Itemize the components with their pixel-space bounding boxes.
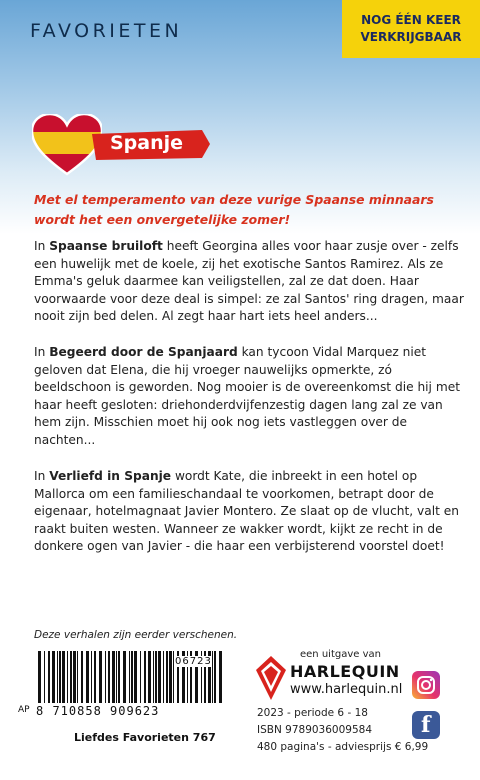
publisher-line: een uitgave van xyxy=(300,649,381,660)
harlequin-logo-icon xyxy=(256,656,286,700)
publisher-url[interactable]: www.harlequin.nl xyxy=(290,682,403,697)
barcode-bar xyxy=(166,651,168,703)
barcode-bar xyxy=(38,651,41,703)
promo-line-2: VERKRIJGBAAR xyxy=(360,30,462,44)
story-prefix: In xyxy=(34,239,50,253)
barcode-bar xyxy=(44,651,45,703)
barcode-bar xyxy=(108,651,110,703)
barcode-bar xyxy=(48,651,50,703)
barcode-digits: 8 710858 909623 xyxy=(36,704,160,718)
barcode-bar xyxy=(153,651,154,703)
barcode-bar xyxy=(70,651,72,703)
barcode-bar xyxy=(214,651,216,703)
barcode-bar xyxy=(94,651,96,703)
pages-price: 480 pagina's - adviesprijs € 6,99 xyxy=(257,741,429,753)
barcode-bar xyxy=(86,651,89,703)
publisher-name: HARLEQUIN xyxy=(290,662,400,681)
barcode-bar xyxy=(77,651,78,703)
barcode-bar xyxy=(140,651,141,703)
promo-badge xyxy=(342,0,480,58)
facebook-icon[interactable] xyxy=(412,711,440,739)
instagram-icon[interactable] xyxy=(412,671,440,699)
facebook-letter: f xyxy=(421,712,431,738)
barcode-bar xyxy=(73,651,76,703)
story-blurb xyxy=(34,344,466,449)
disclaimer: Deze verhalen zijn eerder verschenen. xyxy=(34,629,238,641)
story-text: wordt Kate, die inbreekt in een hotel op Mallorca om een familieschandaal te voorkomen, betrapt door de eigenaar, hotelmagnaat Javier Montero. Ze slaat op de vlucht, valt en raakt buiten westen. Wanneer ze wakker wordt, kijkt ze recht in de donkere ogen van Javier - die haar een verbijsterend voorstel doet! xyxy=(34,469,459,553)
story-text: heeft Georgina alles voor haar zusje over - zelfs een huwelijk met de koele, zij het exotische Santos Ramirez. Als ze Emma's geluk daarmee kan veiligstellen, zal ze dat doen. Haar voorwaarde voor deze deal is simpel: ze zal Santos' ring dragen, maar nooit zijn bed delen. Al zegt haar hart iets heel anders... xyxy=(34,239,464,323)
barcode-bar xyxy=(173,651,174,703)
isbn: ISBN 9789036009584 xyxy=(257,724,373,736)
series-name: Liefdes Favorieten 767 xyxy=(74,731,216,744)
barcode-bar xyxy=(169,651,172,703)
barcode-bar xyxy=(99,651,102,703)
barcode-bar xyxy=(118,651,120,703)
barcode-addon-number: 06723 xyxy=(175,656,212,667)
barcode-bar xyxy=(131,651,133,703)
barcode-bar xyxy=(91,651,92,703)
story-blurb xyxy=(34,468,466,556)
barcode-bar xyxy=(158,651,161,703)
barcode-bar xyxy=(116,651,117,703)
story-title: Verliefd in Spanje xyxy=(49,469,172,483)
instagram-glyph-icon xyxy=(412,671,440,699)
barcode-bar xyxy=(52,651,55,703)
barcode-bar xyxy=(155,651,157,703)
intro-tagline: Met el temperamento van deze vurige Spaanse minnaars wordt het een onvergetelijke zomer! xyxy=(34,192,434,227)
barcode-bar xyxy=(123,651,126,703)
barcode-bar xyxy=(81,651,83,703)
barcode-bar xyxy=(144,651,146,703)
promo-line-1: NOG ÉÉN KEER xyxy=(361,13,461,27)
barcode-bar xyxy=(105,651,106,703)
story-text: kan tycoon Vidal Marquez niet geloven dat Elena, die hij vroeger nauwelijks opmerkte, zó beeldschoon is geworden. Nog mooier is de overeenkomst die hij met haar heeft gesloten: driehonderdvijfenzestig dagen lang zal ze van hem zijn. Misschien moet hij ook nog iets vastleggen over de nachten... xyxy=(34,345,460,447)
barcode-bar xyxy=(219,651,222,703)
story-title: Spaanse bruiloft xyxy=(49,239,163,253)
barcode-bar xyxy=(212,651,213,703)
country-label: Spanje xyxy=(110,132,184,154)
story-prefix: In xyxy=(34,345,50,359)
barcode-bar xyxy=(62,651,65,703)
barcode-bar xyxy=(67,651,68,703)
story-title: Begeerd door de Spanjaard xyxy=(49,345,238,359)
barcode-bar xyxy=(134,651,137,703)
barcode-bar xyxy=(59,651,61,703)
edition-info: 2023 - periode 6 - 18 xyxy=(257,707,368,719)
series-title-header: FAVORIETEN xyxy=(30,20,183,42)
barcode-prefix: AP xyxy=(18,705,30,715)
barcode-bar xyxy=(148,651,151,703)
story-blurb xyxy=(34,238,466,326)
story-prefix: In xyxy=(34,469,50,483)
barcode-bar xyxy=(57,651,58,703)
barcode-bar xyxy=(112,651,115,703)
barcode-bar xyxy=(129,651,130,703)
barcode-bar xyxy=(163,651,164,703)
